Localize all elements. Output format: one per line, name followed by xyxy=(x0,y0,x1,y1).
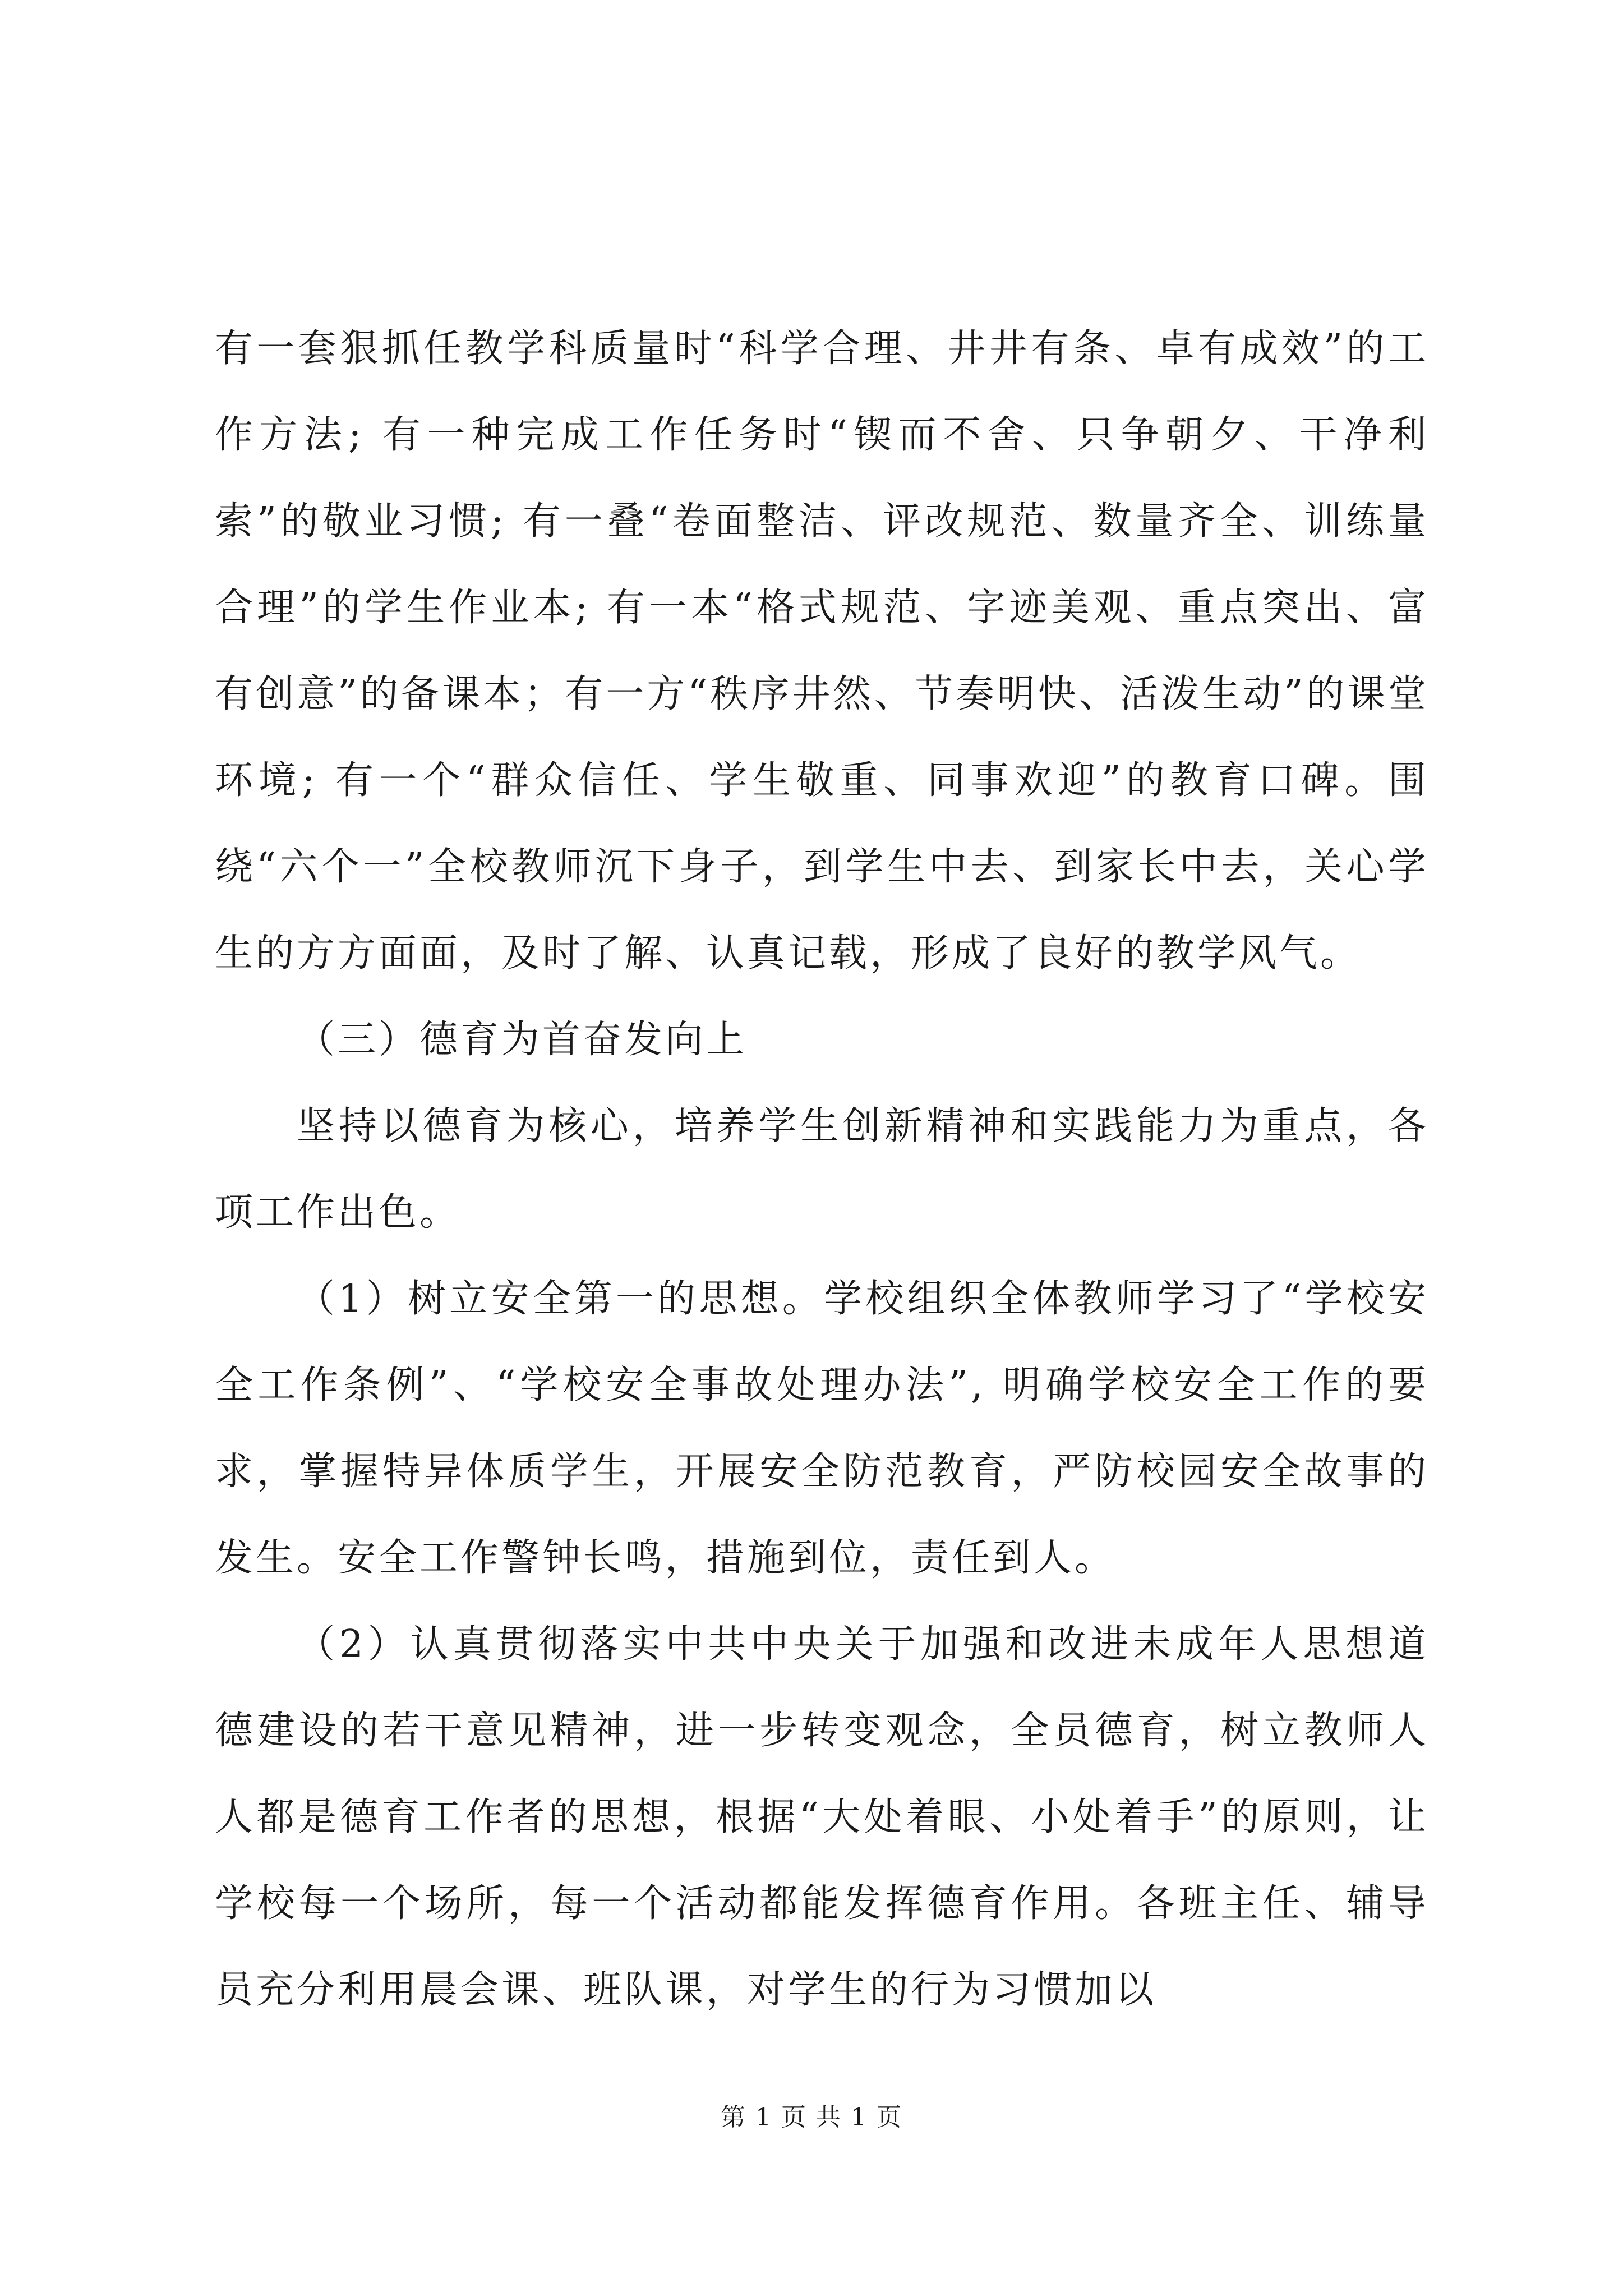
paragraph-teaching-goals: 有一套狠抓任教学科质量时“科学合理、井井有条、卓有成效”的工作方法; 有一种完成工作任务时“锲而不舍、只争朝夕、干净利索”的敬业习惯; 有一叠“卷面整洁、评改规范、数量齐全、训练量合理”的学生作业本; 有一本“格式规范、字迹美观、重点突出、富有创意”的备课本；有一方“秩序井然、节奏明快、活泼生动”的课堂环境; 有一个“群众信任、学生敬重、同事欢迎”的教育口碑。围绕“六个一”全校教师沉下身子，到学生中去、到家长中去，关心学生的方方面面，及时了解、认真记载，形成了良好的教学风气。 xyxy=(215,326,1429,976)
section-heading-moral-education: （三）德育为首奋发向上 xyxy=(297,1018,748,1062)
paragraph-safety-first: （1）树立安全第一的思想。学校组织全体教师学习了“学校安全工作条例”、“学校安全事故处理办法”, 明确学校安全工作的要求，掌握特异体质学生，开展安全防范教育，严防校园安全故事的发生。安全工作警钟长鸣，措施到位，责任到人。 xyxy=(215,1277,1429,1580)
document-body xyxy=(215,306,1429,2033)
paragraph-moral-core: 坚持以德育为核心，培养学生创新精神和实践能力为重点，各项工作出色。 xyxy=(215,1104,1429,1235)
paragraph-moral-construction: （2）认真贯彻落实中共中央关于加强和改进未成年人思想道德建设的若干意见精神，进一步转变观念，全员德育，树立教师人人都是德育工作者的思想，根据“大处着眼、小处着手”的原则，让学校每一个场所，每一个活动都能发挥德育作用。各班主任、辅导员充分利用晨会课、班队课，对学生的行为习惯加以 xyxy=(215,1622,1429,2012)
page-footer: 第 1 页 共 1 页 xyxy=(721,2103,902,2132)
